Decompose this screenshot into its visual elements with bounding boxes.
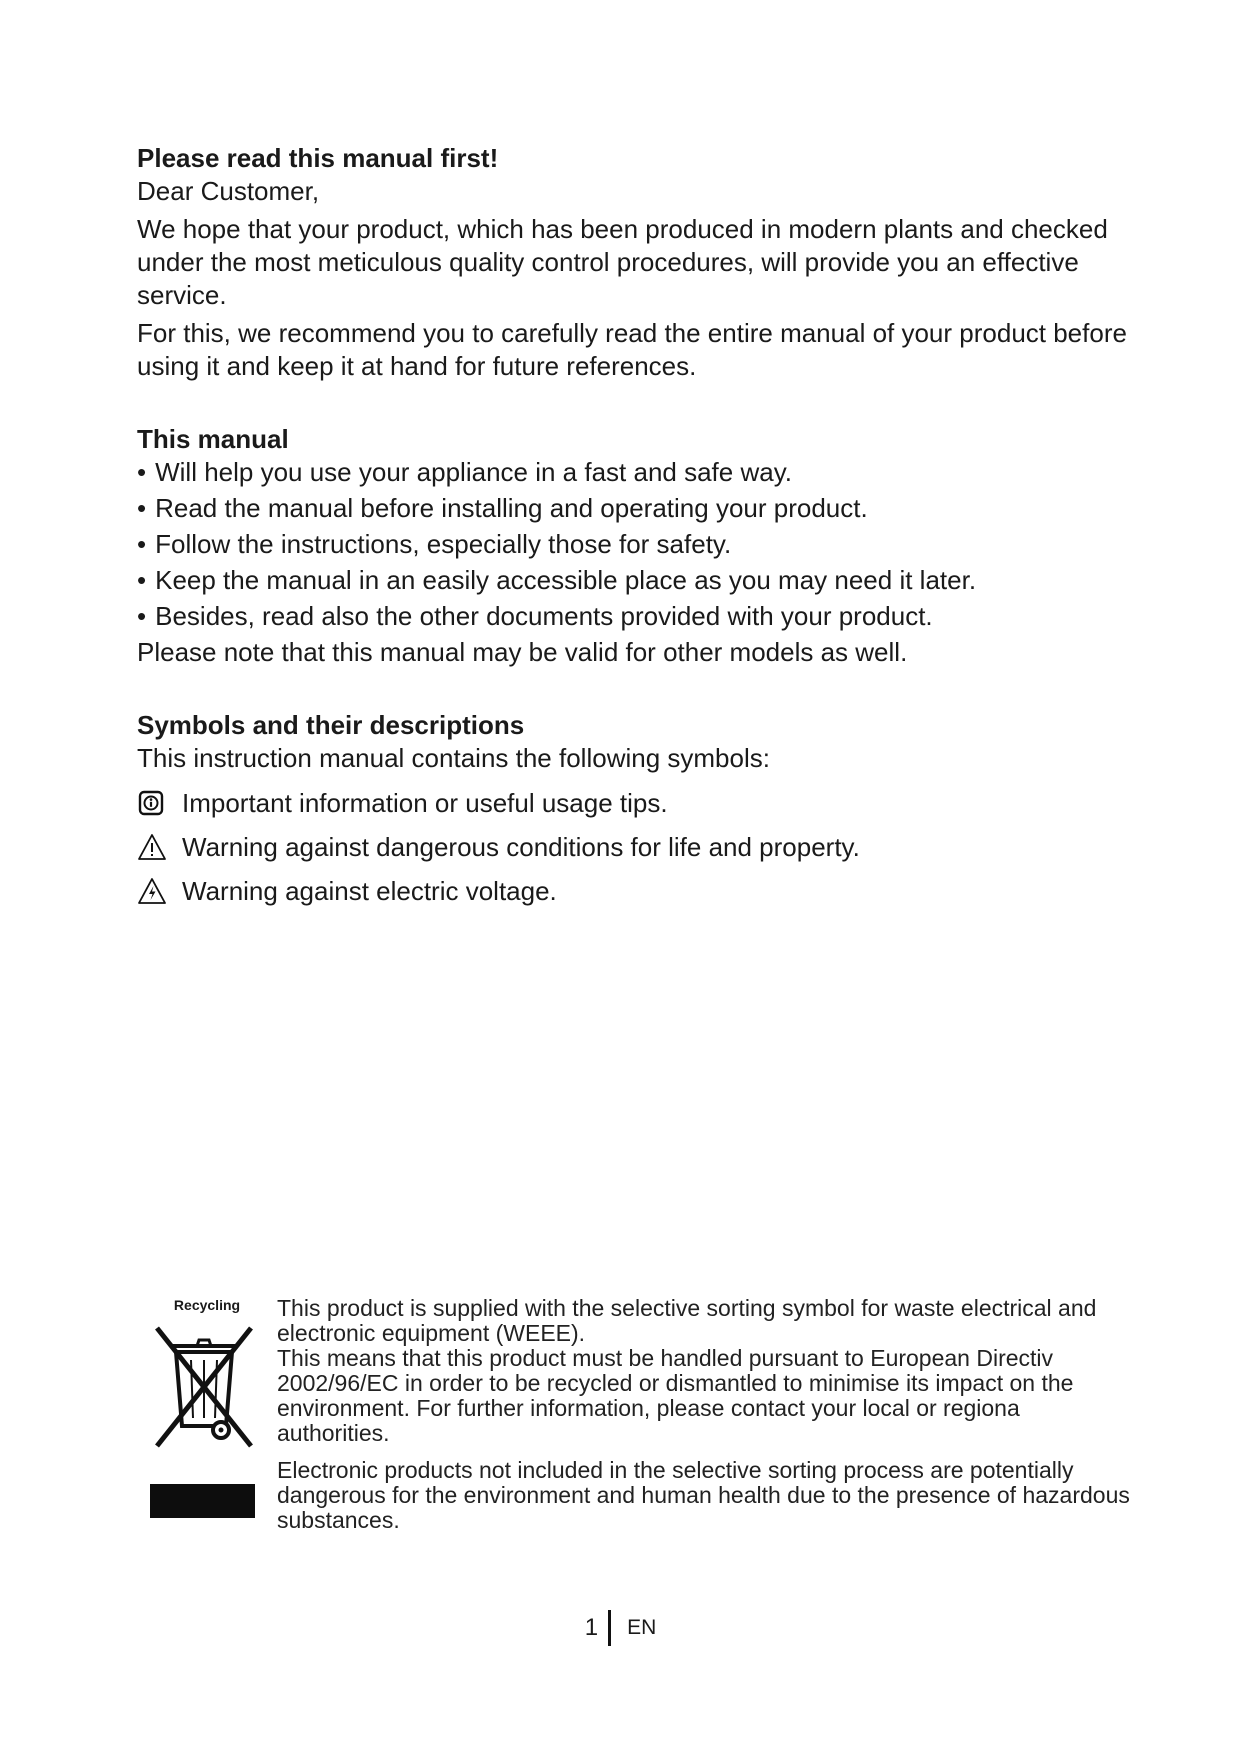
list-item: • Keep the manual in an easily accessible place as you may need it later.: [137, 564, 1137, 597]
language-code: EN: [627, 1616, 657, 1639]
symbol-row-warning: [137, 829, 1137, 865]
intro-paragraph-1: We hope that your product, which has been produced in modern plants and checked under the most meticulous quality control procedures, will provide you an effective service.: [137, 214, 1108, 310]
weee-paragraph-1: This product is supplied with the selective sorting symbol for waste electrical and electronic equipment (WEEE).: [277, 1295, 1097, 1346]
symbol-description: Warning against electric voltage.: [182, 875, 557, 906]
symbols-heading: Symbols and their descriptions: [137, 710, 525, 740]
manual-note: Please note that this manual may be valid for other models as well.: [137, 637, 908, 667]
weee-notice: [277, 1296, 1137, 1533]
list-item: • Follow the instructions, especially those for safety.: [137, 528, 1137, 561]
symbol-row-electric: [137, 873, 1137, 909]
symbol-row-info: [137, 785, 1137, 821]
recycling-symbol: [147, 1296, 267, 1526]
main-content: [137, 142, 1137, 909]
electric-warning-icon: [137, 877, 165, 905]
recycling-bar: [150, 1484, 255, 1518]
intro-heading: Please read this manual first!: [137, 143, 499, 173]
manual-section: [137, 423, 1137, 669]
weee-paragraph-3: Electronic products not included in the selective sorting process are potentially dangerous for the environment and human health due to the presence of hazardous substances.: [277, 1457, 1130, 1533]
symbol-description: Important information or useful usage tips.: [182, 787, 668, 818]
footer-divider: [608, 1610, 611, 1646]
list-item: • Will help you use your appliance in a fast and safe way.: [137, 456, 1137, 489]
symbols-section: [137, 709, 1137, 909]
recycling-label: Recycling: [173, 1297, 241, 1313]
manual-bullet-list: [137, 456, 1137, 633]
greeting: Dear Customer,: [137, 176, 320, 206]
list-item: • Read the manual before installing and operating your product.: [137, 492, 1137, 525]
crossed-bin-icon: [149, 1318, 267, 1453]
symbols-intro: This instruction manual contains the following symbols:: [137, 743, 770, 773]
weee-paragraph-2: This means that this product must be handled pursuant to European Directiv 2002/96/EC in order to be recycled or dismantled to minimise its impact on the environment. For further information, please contact your local or regiona authorities.: [277, 1345, 1074, 1446]
warning-triangle-icon: [137, 833, 165, 861]
list-item: • Besides, read also the other documents provided with your product.: [137, 600, 1137, 633]
symbol-description: Warning against dangerous conditions for life and property.: [182, 831, 860, 862]
page-number: 1: [584, 1614, 599, 1641]
intro-paragraph-2: For this, we recommend you to carefully read the entire manual of your product before using it and keep it at hand for future references.: [137, 318, 1127, 381]
page-footer: [0, 1608, 1241, 1648]
info-icon: [137, 789, 165, 817]
manual-heading: This manual: [137, 424, 289, 454]
